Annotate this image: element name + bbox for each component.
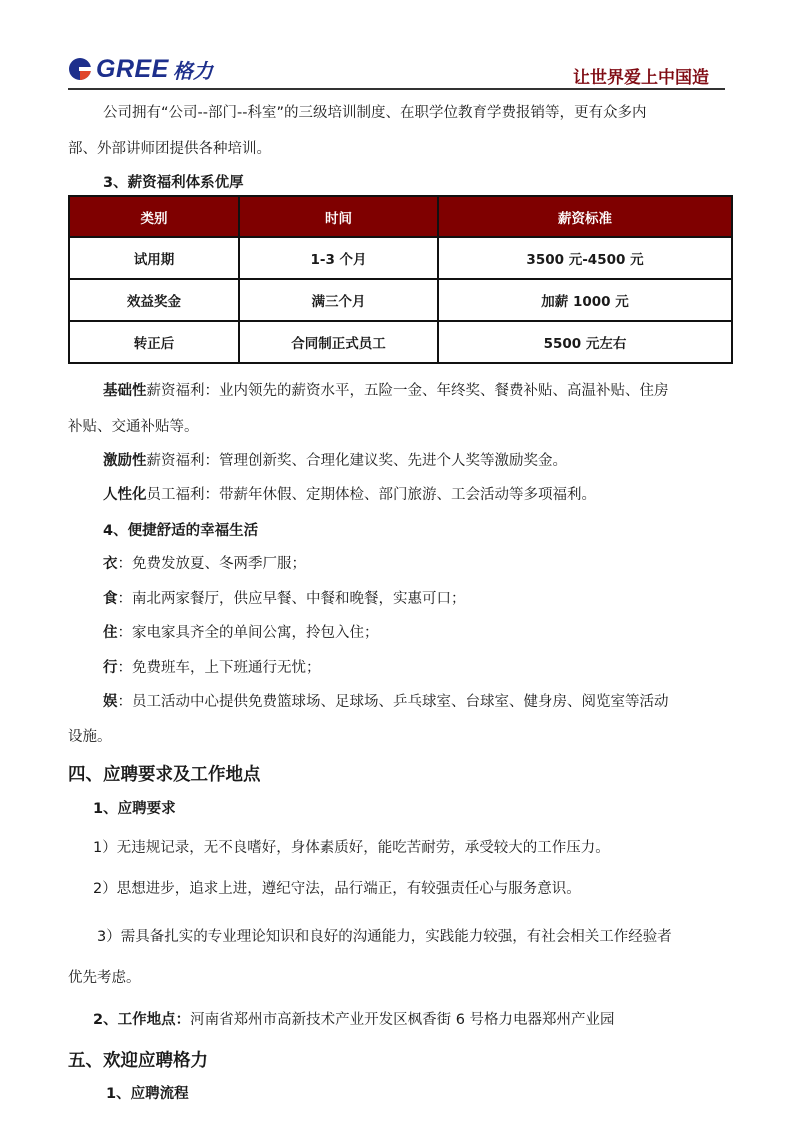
life-item-label: 衣 — [103, 556, 118, 572]
table-cell: 3500 元-4500 元 — [438, 237, 732, 279]
table-cell: 试用期 — [69, 237, 239, 279]
table-header-row — [69, 196, 732, 237]
life-item-text: ：免费发放夏、冬两季厂服； — [117, 556, 306, 572]
table-row — [69, 321, 732, 363]
life-item-transport — [103, 658, 321, 678]
work-location-text: 河南省郑州市高新技术产业开发区枫香街 6 号格力电器郑州产业园 — [190, 1012, 615, 1028]
chapter-heading-welcome: 五、欢迎应聘格力 — [68, 1051, 208, 1071]
benefit-incentive-text: 薪资福利：管理创新奖、合理化建议奖、先进个人奖等激励奖金。 — [146, 453, 567, 469]
life-item-label: 住 — [103, 625, 118, 641]
table-header-cell: 类别 — [69, 196, 239, 237]
life-item-text: ：家电家具齐全的单间公寓，拎包入住； — [117, 625, 379, 641]
life-item-housing — [103, 623, 379, 643]
benefit-incentive — [103, 451, 567, 471]
benefit-basic-label: 基础性 — [103, 383, 147, 399]
life-item-food — [103, 589, 466, 609]
life-item-label: 行 — [103, 660, 118, 676]
life-item-text: ：员工活动中心提供免费篮球场、足球场、乒乓球室、台球室、健身房、阅览室等活动 — [117, 694, 669, 710]
life-item-entertainment — [103, 692, 669, 712]
benefit-incentive-label: 激励性 — [103, 453, 147, 469]
requirement-1: 1）无违规记录，无不良嗜好，身体素质好，能吃苦耐劳，承受较大的工作压力。 — [93, 840, 610, 856]
slogan: 让世界爱上中国造 — [573, 68, 709, 88]
table-cell: 5500 元左右 — [438, 321, 732, 363]
chapter-heading-requirements: 四、应聘要求及工作地点 — [68, 765, 261, 785]
work-location — [93, 1010, 615, 1030]
header-divider — [68, 88, 725, 90]
requirement-3-line2: 优先考虑。 — [68, 970, 141, 986]
requirement-3-line1: 3）需具备扎实的专业理论知识和良好的沟通能力，实践能力较强，有社会相关工作经验者 — [97, 929, 672, 945]
benefit-basic — [103, 381, 669, 401]
salary-table — [68, 195, 733, 364]
life-item-text: ：免费班车，上下班通行无忧； — [117, 660, 321, 676]
table-header-cell: 时间 — [239, 196, 438, 237]
table-cell: 效益奖金 — [69, 279, 239, 321]
life-item-text: ：南北两家餐厅，供应早餐、中餐和晚餐，实惠可口； — [117, 591, 466, 607]
life-item-entertainment-line2: 设施。 — [68, 729, 112, 745]
logo-text: GREE — [96, 54, 169, 83]
table-row — [69, 237, 732, 279]
logo-cn-text: 格力 — [172, 58, 213, 83]
requirement-2: 2）思想进步，追求上进，遵纪守法，品行端正，有较强责任心与服务意识。 — [93, 881, 581, 897]
training-paragraph-line2: 部、外部讲师团提供各种培训。 — [68, 141, 271, 157]
benefit-humane-label: 人性化 — [103, 487, 147, 503]
subheading-requirements: 1、应聘要求 — [93, 801, 176, 817]
benefit-basic-line2: 补贴、交通补贴等。 — [68, 419, 199, 435]
life-item-label: 娱 — [103, 694, 118, 710]
section-heading-life: 4、便捷舒适的幸福生活 — [103, 523, 259, 539]
benefit-humane — [103, 485, 596, 505]
table-cell: 1-3 个月 — [239, 237, 438, 279]
gree-logo — [68, 53, 213, 85]
table-cell: 加薪 1000 元 — [438, 279, 732, 321]
life-item-clothing — [103, 554, 306, 574]
table-row — [69, 279, 732, 321]
life-item-label: 食 — [103, 591, 118, 607]
work-location-label: 2、工作地点： — [93, 1012, 191, 1028]
gree-logo-mark-icon — [68, 57, 92, 81]
section-heading-salary: 3、薪资福利体系优厚 — [103, 175, 244, 191]
table-cell: 满三个月 — [239, 279, 438, 321]
benefit-humane-text: 员工福利：带薪年休假、定期体检、部门旅游、工会活动等多项福利。 — [146, 487, 596, 503]
table-cell: 转正后 — [69, 321, 239, 363]
table-header-cell: 薪资标准 — [438, 196, 732, 237]
table-cell: 合同制正式员工 — [239, 321, 438, 363]
training-paragraph-line1: 公司拥有“公司--部门--科室”的三级培训制度、在职学位教育学费报销等，更有众多内 — [103, 105, 647, 121]
subheading-process: 1、应聘流程 — [106, 1086, 189, 1102]
benefit-basic-text: 薪资福利：业内领先的薪资水平，五险一金、年终奖、餐费补贴、高温补贴、住房 — [146, 383, 669, 399]
